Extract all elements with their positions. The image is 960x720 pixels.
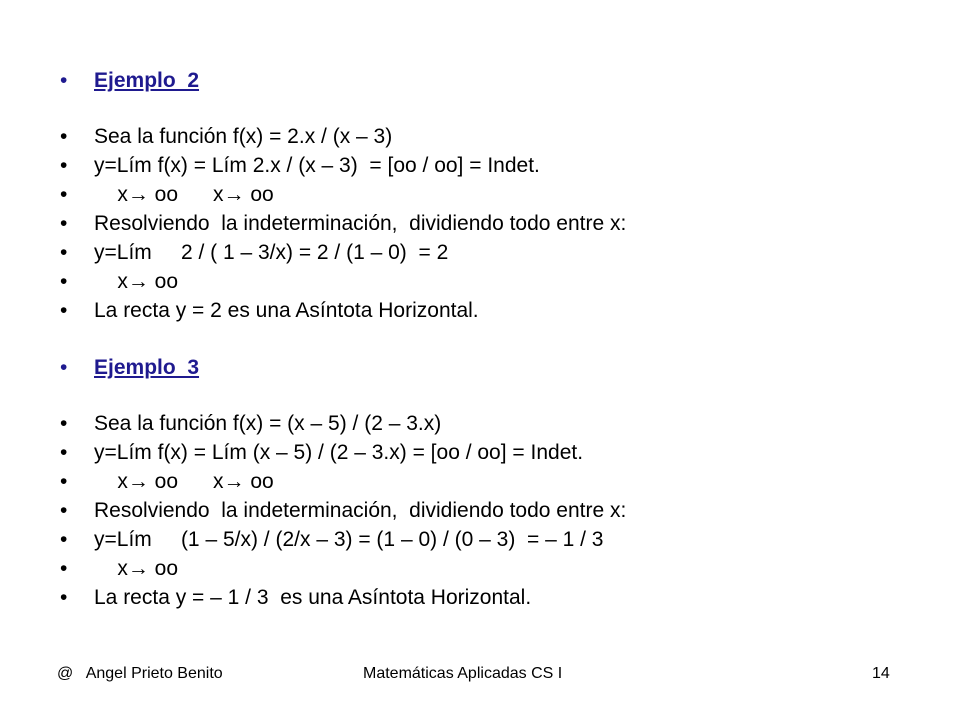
bullet: • <box>60 241 68 264</box>
line-text: y=Lím f(x) = Lím (x – 5) / (2 – 3.x) = [oo / oo] = Indet. <box>94 441 584 464</box>
bullet: • <box>60 299 68 322</box>
line-text: La recta y = – 1 / 3 es una Asíntota Horizontal. <box>94 586 532 609</box>
limit-var: x <box>94 557 128 580</box>
line-text <box>94 469 274 495</box>
limit-target: oo <box>244 183 274 206</box>
limit-target: oo <box>148 270 179 293</box>
bullet: • <box>60 557 68 580</box>
arrow-right-icon: → <box>223 470 245 493</box>
bullet: • <box>60 270 68 293</box>
limit-target: oo <box>148 557 179 580</box>
limit-var: x <box>94 470 128 493</box>
bullet: • <box>60 499 68 522</box>
heading-text: Ejemplo 3 <box>94 356 200 379</box>
bullet: • <box>60 154 68 177</box>
line-text: Resolviendo la indeterminación, dividiendo todo entre x: <box>94 499 627 522</box>
bullet: • <box>60 528 68 551</box>
arrow-right-icon: → <box>127 183 149 206</box>
limit-target: oo x <box>148 470 224 493</box>
bullet: • <box>60 125 68 148</box>
footer-author: @ Angel Prieto Benito <box>57 665 223 682</box>
arrow-right-icon: → <box>127 557 149 580</box>
heading-text: Ejemplo 2 <box>94 69 200 92</box>
line-text: La recta y = 2 es una Asíntota Horizontal. <box>94 299 479 322</box>
limit-var: x <box>94 270 128 293</box>
line-text: Sea la función f(x) = (x – 5) / (2 – 3.x) <box>94 412 442 435</box>
bullet: • <box>60 586 68 609</box>
footer-course: Matemáticas Aplicadas CS I <box>363 665 563 682</box>
line-text: Resolviendo la indeterminación, dividiendo todo entre x: <box>94 212 627 235</box>
limit-target: oo <box>244 470 274 493</box>
bullet: • <box>60 441 68 464</box>
line-text: Sea la función f(x) = 2.x / (x – 3) <box>94 125 393 148</box>
footer-page-number: 14 <box>872 665 890 682</box>
arrow-right-icon: → <box>127 270 149 293</box>
bullet: • <box>60 212 68 235</box>
line-text <box>94 556 178 582</box>
bullet: • <box>60 69 68 92</box>
arrow-right-icon: → <box>223 183 245 206</box>
bullet: • <box>60 412 68 435</box>
line-text: y=Lím (1 – 5/x) / (2/x – 3) = (1 – 0) / (0 – 3) = – 1 / 3 <box>94 528 604 551</box>
limit-var: x <box>94 183 128 206</box>
line-text: y=Lím f(x) = Lím 2.x / (x – 3) = [oo / oo] = Indet. <box>94 154 540 177</box>
limit-target: oo x <box>148 183 224 206</box>
line-text <box>94 269 178 295</box>
line-text: y=Lím 2 / ( 1 – 3/x) = 2 / (1 – 0) = 2 <box>94 241 449 264</box>
arrow-right-icon: → <box>127 470 149 493</box>
bullet: • <box>60 183 68 206</box>
bullet: • <box>60 356 68 379</box>
line-text <box>94 182 274 208</box>
bullet: • <box>60 470 68 493</box>
